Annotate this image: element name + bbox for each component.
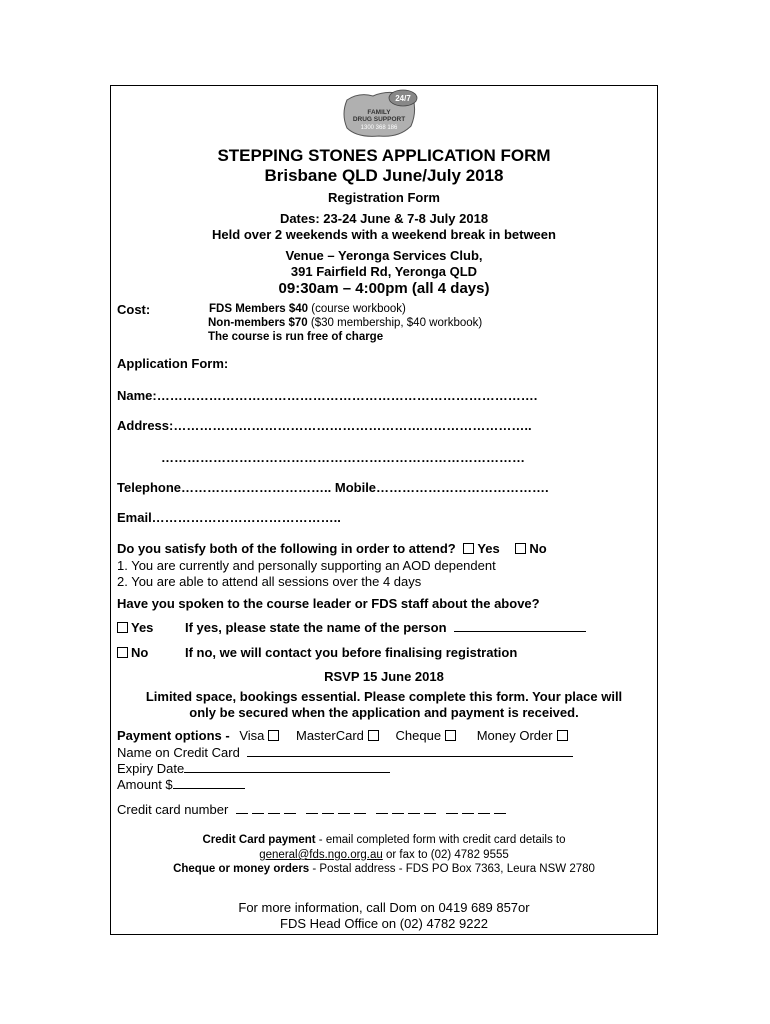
spoken-no-row (113, 645, 148, 660)
card-digit[interactable] (462, 813, 474, 814)
logo-line1: FAMILY (367, 109, 391, 116)
cc-payment-text: - email completed form with credit card details to (315, 834, 566, 846)
amount-input[interactable] (173, 788, 245, 789)
expiry-label: Expiry Date (117, 761, 185, 776)
page-title: STEPPING STONES APPLICATION FORM (217, 146, 551, 165)
cc-payment-note (111, 834, 657, 846)
eligibility-no-label: No (529, 541, 547, 556)
fax-text: or fax to (02) 4782 9555 (382, 849, 509, 861)
eligibility-yes-checkbox[interactable] (463, 543, 474, 554)
expiry-input[interactable] (184, 772, 390, 773)
name-field[interactable]: Name:……………………………………………………………………………. (117, 388, 538, 403)
spoken-yes-text-row (185, 620, 586, 635)
eligibility-no-checkbox[interactable] (515, 543, 526, 554)
card-digit[interactable] (424, 813, 436, 814)
eligibility-question (117, 541, 547, 556)
name-on-card-input[interactable] (247, 756, 573, 757)
cost-members-note: (course workbook) (308, 303, 406, 315)
spoken-yes-checkbox[interactable] (117, 622, 128, 633)
logo-line2: DRUG SUPPORT (352, 116, 406, 123)
form-type: Registration Form (328, 190, 440, 205)
card-digit[interactable] (408, 813, 420, 814)
logo-phone: 1300 368 186 (360, 125, 398, 131)
person-name-input[interactable] (454, 631, 586, 632)
card-digit[interactable] (306, 813, 318, 814)
card-digit[interactable] (268, 813, 280, 814)
payment-options-label: Payment options - (117, 728, 230, 743)
spoken-no-checkbox[interactable] (117, 647, 128, 658)
email-field[interactable]: Email…………………………………….. (117, 510, 341, 525)
cost-nonmembers-note: ($30 membership, $40 workbook) (307, 317, 483, 329)
cost-free: The course is run free of charge (208, 331, 384, 343)
address-field[interactable]: Address:……………………………………………………………………….. (117, 418, 532, 433)
limited-space-line1: Limited space, bookings essential. Please complete this form. Your place will (145, 689, 623, 704)
cheque-note (111, 863, 657, 875)
card-digit[interactable] (446, 813, 458, 814)
spoken-yes-label: Yes (131, 620, 154, 635)
fds-logo-graphic (339, 88, 419, 140)
spoken-no-text: If no, we will contact you before finalising registration (185, 645, 518, 660)
card-number-label: Credit card number (117, 802, 229, 817)
card-digit[interactable] (494, 813, 506, 814)
fds-logo (339, 88, 419, 140)
card-digit[interactable] (252, 813, 264, 814)
limited-space-line2: only be secured when the application and payment is received. (189, 705, 579, 720)
payment-mastercard-checkbox[interactable] (368, 730, 379, 741)
venue: Venue – Yeronga Services Club, (285, 248, 483, 263)
payment-visa-label: Visa (239, 728, 265, 743)
spoken-no-label: No (131, 645, 149, 660)
address-field-line2[interactable]: ………………………………………………………………………… (161, 450, 525, 465)
cost-members (209, 303, 406, 315)
eligibility-item-1: 1. You are currently and personally supporting an AOD dependent (117, 558, 496, 573)
email-link[interactable]: general@fds.ngo.org.au (259, 849, 383, 861)
more-info-line2: FDS Head Office on (02) 4782 9222 (280, 916, 488, 931)
card-digit[interactable] (284, 813, 296, 814)
card-digit[interactable] (478, 813, 490, 814)
amount-label: Amount $ (117, 777, 173, 792)
card-digit[interactable] (354, 813, 366, 814)
cost-nonmembers (208, 317, 482, 329)
amount-row (117, 777, 245, 792)
payment-cheque-checkbox[interactable] (445, 730, 456, 741)
venue-address: 391 Fairfield Rd, Yeronga QLD (290, 264, 478, 279)
name-on-card-label: Name on Credit Card (117, 745, 240, 760)
page-subtitle: Brisbane QLD June/July 2018 (264, 166, 504, 185)
card-digit[interactable] (376, 813, 388, 814)
course-time: 09:30am – 4:00pm (all 4 days) (278, 280, 490, 297)
application-heading: Application Form: (117, 356, 229, 371)
held-over: Held over 2 weekends with a weekend break in between (212, 227, 556, 242)
cheque-text: - Postal address - FDS PO Box 7363, Leura NSW 2780 (309, 863, 595, 875)
card-digit[interactable] (392, 813, 404, 814)
cost-nonmembers-price: Non-members $70 (208, 317, 308, 329)
cheque-label: Cheque or money orders (173, 863, 310, 875)
spoken-yes-row (113, 620, 153, 635)
eligibility-yes-label: Yes (477, 541, 500, 556)
payment-visa-checkbox[interactable] (268, 730, 279, 741)
more-info-line1: For more information, call Dom on 0419 689 857or (238, 900, 530, 915)
name-on-card-row (117, 745, 573, 760)
eligibility-question-text: Do you satisfy both of the following in order to attend? (117, 541, 456, 556)
cost-members-price: FDS Members $40 (209, 303, 309, 315)
contact-line (111, 849, 657, 861)
telephone-mobile-field[interactable]: Telephone…………………………….. Mobile…………………………………. (117, 480, 549, 495)
payment-cheque-label: Cheque (395, 728, 442, 743)
payment-money-order-label: Money Order (476, 728, 553, 743)
dates: Dates: 23-24 June & 7-8 July 2018 (279, 211, 489, 226)
rsvp-date: RSVP 15 June 2018 (324, 669, 444, 684)
card-digit[interactable] (236, 813, 248, 814)
payment-options (117, 728, 571, 743)
card-number-row (117, 802, 510, 817)
expiry-row (117, 761, 390, 776)
form-page (110, 85, 658, 935)
cc-payment-label: Credit Card payment (202, 834, 316, 846)
logo-badge: 24/7 (395, 94, 411, 103)
eligibility-item-2: 2. You are able to attend all sessions over the 4 days (117, 574, 422, 589)
card-digit[interactable] (322, 813, 334, 814)
spoken-question: Have you spoken to the course leader or FDS staff about the above? (117, 596, 540, 611)
cost-label: Cost: (117, 302, 151, 317)
payment-mastercard-label: MasterCard (296, 728, 364, 743)
payment-money-order-checkbox[interactable] (557, 730, 568, 741)
spoken-yes-text: If yes, please state the name of the person (185, 620, 447, 635)
card-digit[interactable] (338, 813, 350, 814)
